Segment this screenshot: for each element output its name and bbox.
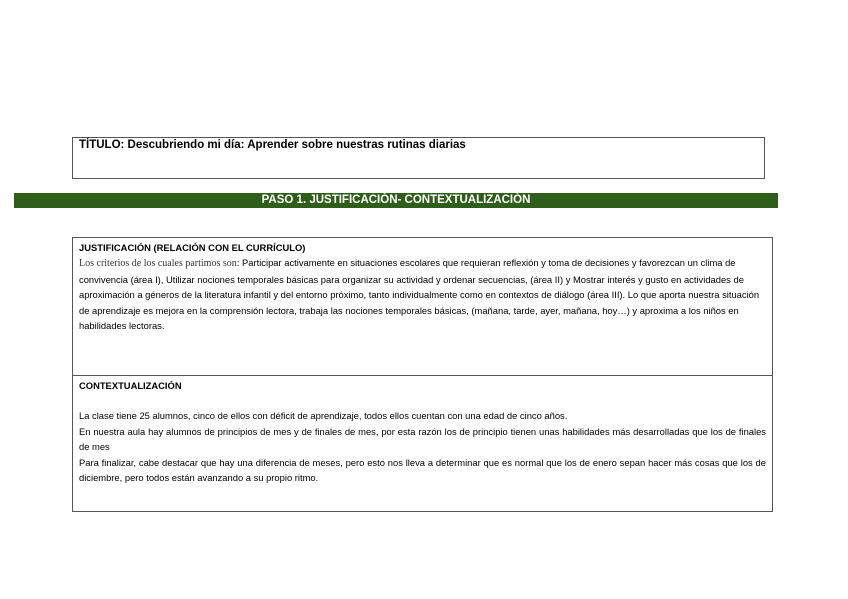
contextualizacion-p1: La clase tiene 25 alumnos, cinco de ellos con déficit de aprendizaje, todos ellos cuentan con una edad de cinco años. (79, 410, 568, 422)
banner-label: PASO 1. JUSTIFICACIÓN- CONTEXTUALIZACIÓN (261, 194, 531, 206)
section-banner (14, 193, 778, 208)
justificacion-intro: Los criterios de los cuales partimos son: (79, 258, 243, 270)
document-title: TÍTULO: Descubriendo mi día: Aprender sobre nuestras rutinas diarias (79, 139, 466, 151)
spacer (79, 393, 766, 408)
title-box (72, 137, 765, 179)
justificacion-body: Participar activamente en situaciones escolares que requieran reflexión y toma de decisiones y favorezcan un clima de convivencia (área I), Utilizar nociones temporales básicas para organizar su actividad y ordenar secuencias, (área II) y Mostrar interés y gusto en actividades de aproximación a géneros de la literatura infantil y del entorno próximo, tanto individualmente como en contextos de diálogo (área III). Lo que aporta nuestra situación de aprendizaje es mejora en la comprensión lectora, trabaja las nociones temporales básicas, (mañana, tarde, ayer, mañana, hoy…) y aproxima a los niños en habilidades lectoras. (79, 257, 760, 332)
contextualizacion-p2: En nuestra aula hay alumnos de principios de mes y de finales de mes, por esta razón los de principio tienen unas habilidades más desarrolladas que los de finales de mes (79, 425, 766, 453)
justificacion-heading: JUSTIFICACIÓN (RELACIÓN CON EL CURRÍCULO) (79, 242, 306, 253)
justificacion-cell (73, 238, 772, 375)
justificacion-paragraph (79, 255, 766, 333)
contextualizacion-cell (73, 375, 772, 511)
contextualizacion-heading: CONTEXTUALIZACIÓN (79, 380, 182, 391)
content-table (72, 237, 773, 512)
contextualizacion-p3: Para finalizar, cabe destacar que hay una diferencia de meses, pero esto nos lleva a determinar que es normal que los de enero sepan hacer más cosas que los de diciembre, pero todos están avanzando a su propio ritmo. (79, 456, 766, 484)
